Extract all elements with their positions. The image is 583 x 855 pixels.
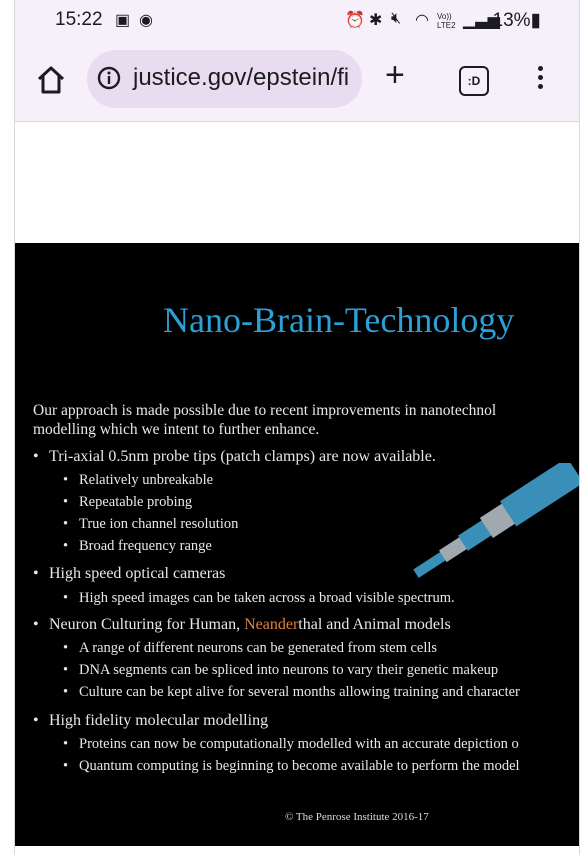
plus-icon[interactable]: + — [385, 56, 405, 94]
bullet-item: • High fidelity molecular modelling — [33, 712, 269, 729]
menu-icon[interactable] — [538, 66, 543, 93]
browser-toolbar — [15, 50, 579, 108]
sub-bullet-item: • Repeatable probing — [63, 494, 193, 510]
sub-bullet-item: • Proteins can now be computationally modelled with an accurate depiction o — [63, 736, 519, 752]
probe-illustration — [395, 463, 579, 593]
sub-bullet-item: • A range of different neurons can be generated from stem cells — [63, 640, 438, 656]
image-icon: ▣ — [115, 12, 131, 29]
sub-bullet-item: • Culture can be kept alive for several months allowing training and character — [63, 684, 520, 700]
sub-bullet-item: • Relatively unbreakable — [63, 472, 214, 488]
network-type: Vo)) LTE2 — [437, 12, 456, 30]
status-time: 15:22 — [55, 9, 103, 30]
address-bar[interactable] — [87, 50, 362, 108]
status-bar — [15, 0, 579, 42]
battery-icon: ▮ — [530, 10, 541, 31]
highlight-text: Neander — [244, 616, 299, 633]
intro-line: Our approach is made possible due to recent improvements in nanotechnol — [33, 402, 497, 419]
home-icon[interactable] — [35, 64, 67, 96]
sub-bullet-item: • DNA segments can be spliced into neurons to vary their genetic makeup — [63, 662, 499, 678]
info-icon[interactable] — [97, 66, 121, 90]
sub-bullet-item: • High speed images can be taken across a broad visible spectrum. — [63, 590, 455, 606]
sub-bullet-item: • True ion channel resolution — [63, 516, 239, 532]
sub-bullet-item: • Broad frequency range — [63, 538, 212, 554]
slide-title: Nano-Brain-Technology — [163, 300, 515, 340]
screen-record-icon: ◉ — [139, 12, 153, 29]
slide-intro — [33, 401, 496, 439]
sub-bullet-item: • Quantum computing is beginning to become available to perform the model — [63, 758, 520, 774]
browser-chrome — [15, 0, 579, 122]
slide-image — [15, 243, 579, 846]
slide-copyright: © The Penrose Institute 2016-17 — [285, 811, 429, 823]
battery-level: 13%▮ — [492, 10, 541, 31]
mute-icon: 🔇︎ — [391, 10, 402, 27]
bullet-item: • Tri-axial 0.5nm probe tips (patch clamps) are now available. — [33, 448, 436, 465]
wifi-icon: ◠ — [415, 12, 429, 29]
bullet-item: • Neuron Culturing for Human, Neanderthal and Animal models — [33, 616, 451, 633]
tabs-icon[interactable]: :D — [459, 66, 489, 96]
url-text[interactable]: justice.gov/epstein/fi — [133, 64, 350, 91]
alarm-icon: ⏰ — [345, 12, 365, 29]
bullet-item: • High speed optical cameras — [33, 565, 226, 582]
signal-icon: ▁▃▅ — [463, 12, 500, 29]
intro-line: modelling which we intent to further enhance. — [33, 421, 320, 438]
bluetooth-icon: ✱ — [369, 12, 383, 29]
